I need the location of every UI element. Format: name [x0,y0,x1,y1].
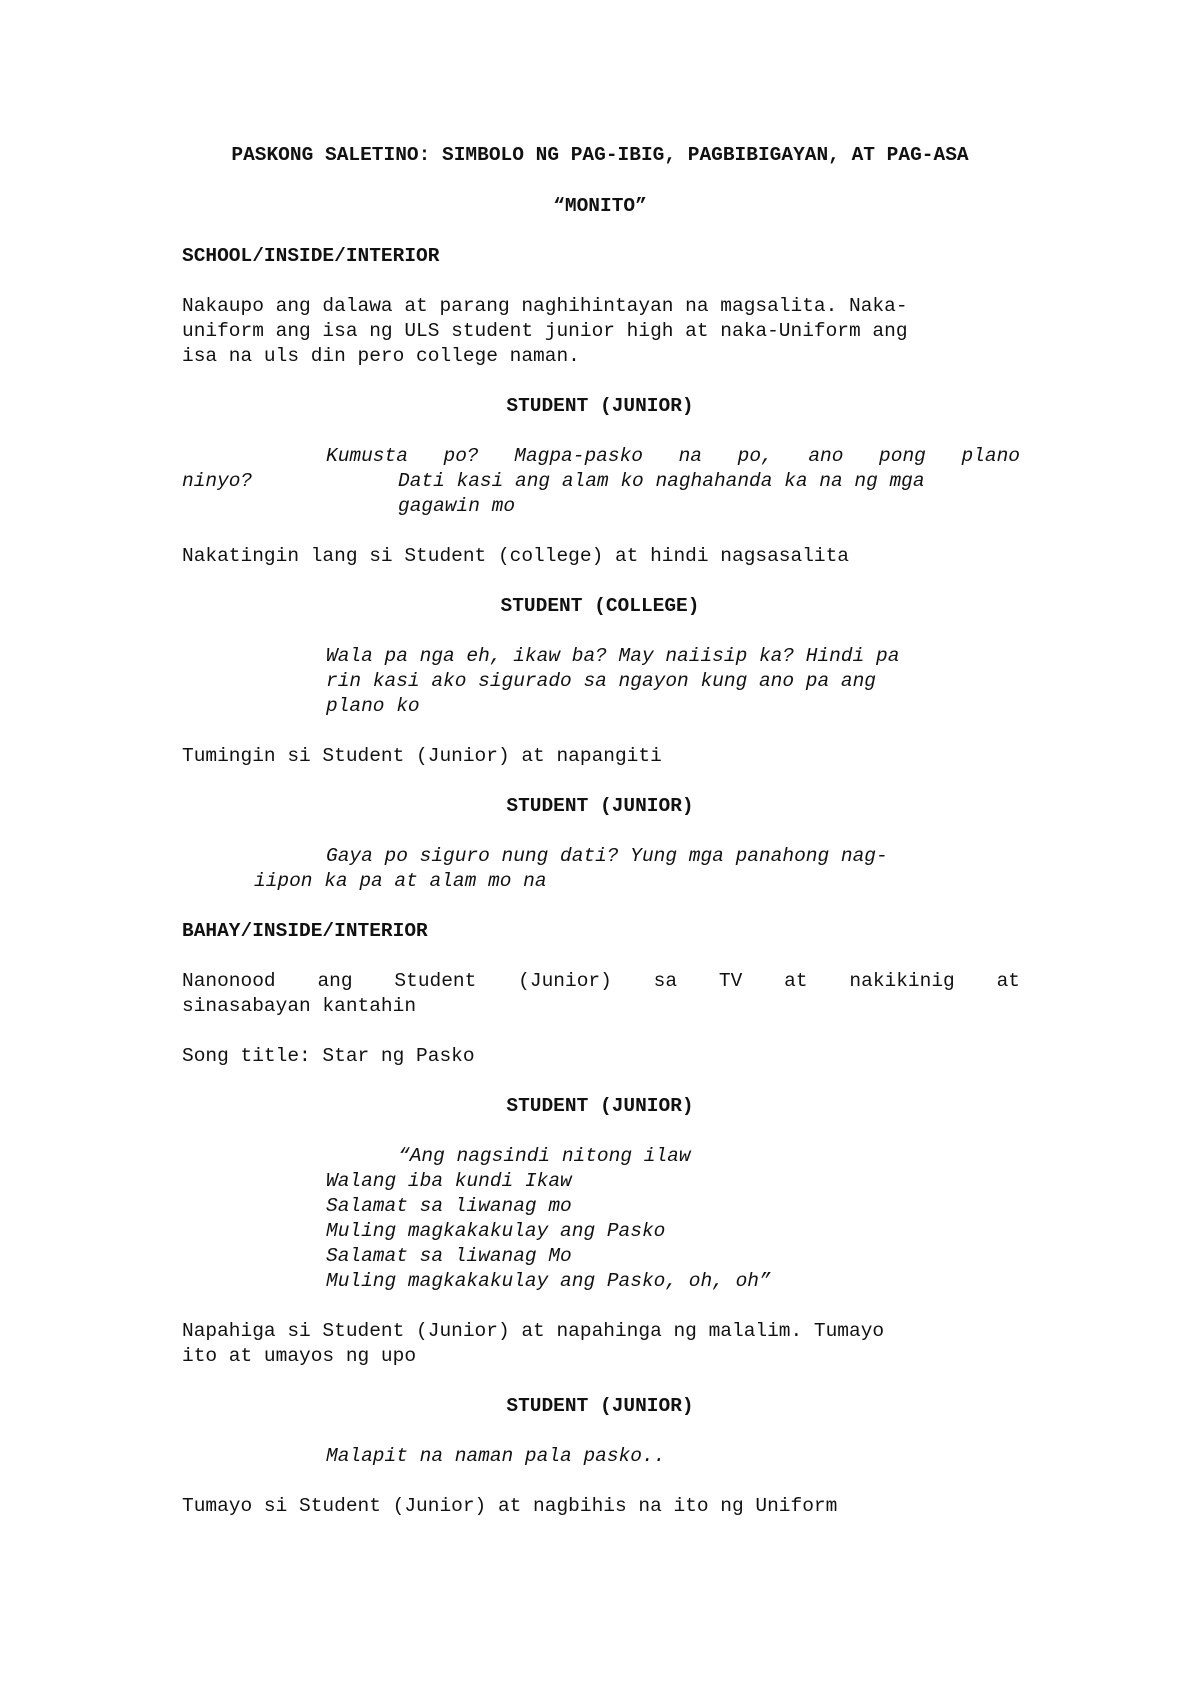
document-title: PASKONG SALETINO: SIMBOLO NG PAG-IBIG, PAGBIBIGAYAN, AT PAG-ASA [231,144,969,166]
scene-heading-bahay: BAHAY/INSIDE/INTERIOR [182,920,428,942]
action-line: isa na uls din pero college naman. [182,345,580,367]
lyric-line: Muling magkakakulay ang Pasko, oh, oh” [326,1270,771,1292]
action-line: Tumayo si Student (Junior) at nagbihis na ito ng Uniform [182,1495,838,1517]
character-name: STUDENT (JUNIOR) [506,795,694,817]
action-line: ito at umayos ng upo [182,1345,417,1367]
dialogue-line: iipon ka pa at alam mo na [254,870,547,892]
character-name: STUDENT (JUNIOR) [506,1395,694,1417]
song-title: Song title: Star ng Pasko [182,1045,475,1067]
character-name: STUDENT (JUNIOR) [506,1095,694,1117]
lyric-line: Salamat sa liwanag Mo [326,1245,572,1267]
dialogue-line: gagawin mo [398,495,516,517]
action-line: Nakatingin lang si Student (college) at hindi nagsasalita [182,545,850,567]
lyric-line: Salamat sa liwanag mo [326,1195,572,1217]
dialogue-line: rin kasi ako sigurado sa ngayon kung ano pa ang [326,670,876,692]
action-line: Nakaupo ang dalawa at parang naghihintayan na magsalita. Naka- [182,295,908,317]
lyric-line: “Ang nagsindi nitong ilaw [398,1145,691,1167]
dialogue-line: Dati kasi ang alam ko naghahanda ka na ng mga [398,470,925,492]
lyric-line: Muling magkakakulay ang Pasko [326,1220,666,1242]
character-name: STUDENT (COLLEGE) [500,595,700,617]
action-line: uniform ang isa ng ULS student junior high at naka-Uniform ang [182,320,908,342]
character-name: STUDENT (JUNIOR) [506,395,694,417]
dialogue-line: Wala pa nga eh, ikaw ba? May naiisip ka? Hindi pa [326,645,900,667]
lyric-line: Walang iba kundi Ikaw [326,1170,572,1192]
action-line: Nanonood ang Student (Junior) sa TV at nakikinig at [182,970,1020,992]
action-line: Tumingin si Student (Junior) at napangiti [182,745,662,767]
dialogue-line: Gaya po siguro nung dati? Yung mga panahong nag- [326,845,888,867]
action-line: Napahiga si Student (Junior) at napahinga ng malalim. Tumayo [182,1320,885,1342]
document-subtitle: “MONITO” [553,195,647,217]
dialogue-line: Malapit na naman pala pasko.. [326,1445,666,1467]
scene-heading-school: SCHOOL/INSIDE/INTERIOR [182,245,440,267]
dialogue-line: ninyo? [182,470,253,492]
dialogue-line: plano ko [326,695,420,717]
dialogue-line: Kumusta po? Magpa-pasko na po, ano pong plano [326,445,1020,467]
action-line: sinasabayan kantahin [182,995,417,1017]
